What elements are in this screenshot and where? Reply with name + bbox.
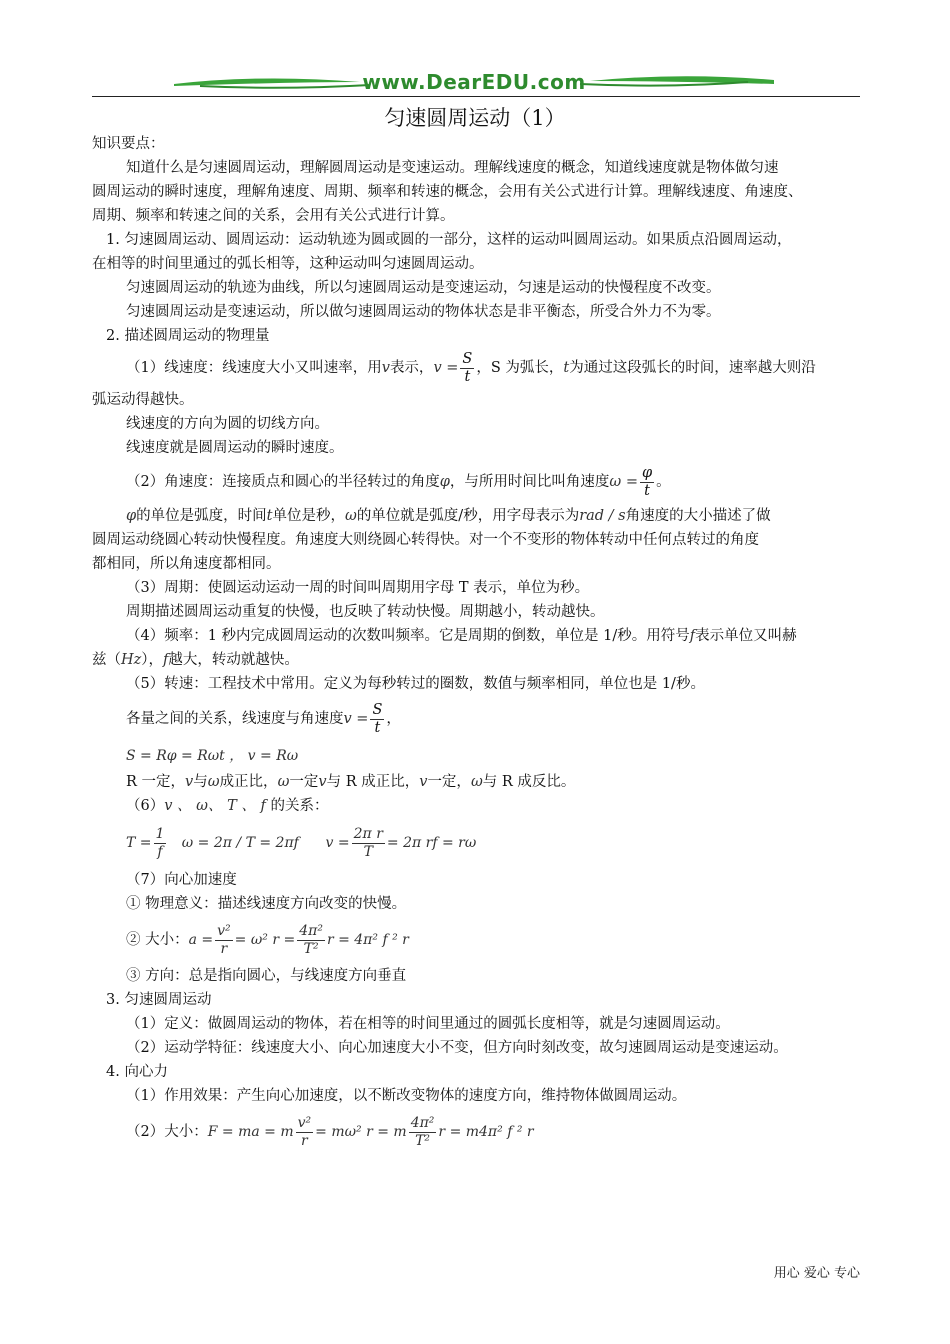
- text-line: 3. 匀速圆周运动: [106, 992, 212, 1008]
- formula-line: S = Rφ = Rωt ， v = Rω: [126, 748, 299, 764]
- logo-text: www.DearEDU.com: [362, 70, 586, 94]
- text-line: 周期描述圆周运动重复的快慢，也反映了转动快慢。周期越小，转动越快。: [126, 604, 605, 620]
- text-line: 在相等的时间里通过的弧长相等，这种运动叫匀速圆周运动。: [92, 256, 484, 272]
- text-line: R 一定，v与ω成正比，ω一定v与 R 成正比，v一定，ω与 R 成反比。: [126, 774, 576, 790]
- text-line: （2）运动学特征：线速度大小、向心加速度大小不变，但方向时刻改变，故匀速圆周运动是变速运动。: [126, 1040, 788, 1056]
- text-line: 兹（Hz），f越大，转动就越快。: [92, 652, 299, 668]
- text-line: （1）作用效果：产生向心加速度，以不断改变物体的速度方向，维持物体做圆周运动。: [126, 1088, 687, 1104]
- site-logo: [170, 68, 778, 98]
- document-body: [92, 132, 862, 1156]
- text-line: （7）向心加速度: [126, 872, 237, 888]
- text-line: 知识要点：: [92, 136, 165, 152]
- text-line: 线速度就是圆周运动的瞬时速度。: [126, 440, 344, 456]
- text-line: 都相同，所以角速度都相同。: [92, 556, 281, 572]
- text-line: （2）角速度：连接质点和圆心的半径转过的角度φ，与所用时间比叫角速度ω = $\frac{\varphi}{t}$ 。: [126, 464, 671, 499]
- text-line: 周期、频率和转速之间的关系，会用有关公式进行计算。: [92, 208, 455, 224]
- text-line: 4. 向心力: [106, 1064, 168, 1080]
- text-line: （6）v 、 ω、 T 、 f 的关系：: [126, 798, 329, 814]
- text-line: （4）频率：1 秒内完成圆周运动的次数叫频率。它是周期的倒数，单位是 1/秒。用符号f表示单位又叫赫: [126, 628, 797, 644]
- text-line: 匀速圆周运动是变速运动，所以做匀速圆周运动的物体状态是非平衡态，所受合外力不为零。: [126, 304, 721, 320]
- text-line: 圆周运动的瞬时速度，理解角速度、周期、频率和转速的概念，会用有关公式进行计算。理解线速度、角速度、: [92, 184, 803, 200]
- header-rule: [92, 96, 860, 97]
- text-line: 知道什么是匀速圆周运动，理解圆周运动是变速运动。理解线速度的概念，知道线速度就是物体做匀速: [126, 160, 779, 176]
- text-line: 匀速圆周运动的轨迹为曲线，所以匀速圆周运动是变速运动，匀速是运动的快慢程度不改变。: [126, 280, 721, 296]
- page-title: 匀速圆周运动（1）: [384, 106, 566, 130]
- text-line: （2）大小：F = ma = m $\frac{\text{v²}}{r}$ = mω² r = m $\frac{\text{4π²}}{\text{T²}}$ r = m4π² f ² r: [126, 1114, 534, 1149]
- text-line: ③ 方向：总是指向圆心，与线速度方向垂直: [126, 968, 407, 984]
- text-line: 线速度的方向为圆的切线方向。: [126, 416, 329, 432]
- formula-line: T = $\frac{1}{f}$ ω = 2π / T = 2πf v = $\frac{\text{2π r}}{T}$ = 2π rf = rω: [126, 825, 477, 860]
- text-line: （1）定义：做圆周运动的物体，若在相等的时间里通过的圆弧长度相等，就是匀速圆周运动。: [126, 1016, 730, 1032]
- text-line: ① 物理意义：描述线速度方向改变的快慢。: [126, 896, 407, 912]
- text-line: （3）周期：使圆运动运动一周的时间叫周期用字母 T 表示，单位为秒。: [126, 580, 590, 596]
- text-line: （5）转速：工程技术中常用。定义为每秒转过的圈数，数值与频率相同，单位也是 1/秒。: [126, 676, 705, 692]
- text-line: 圆周运动绕圆心转动快慢程度。角速度大则绕圆心转得快。对一个不变形的物体转动中任何点转过的角度: [92, 532, 759, 548]
- text-line: 1. 匀速圆周运动、圆周运动：运动轨迹为圆或圆的一部分，这样的运动叫圆周运动。如果质点沿圆周运动，: [106, 232, 792, 248]
- text-line: φ的单位是弧度，时间t单位是秒，ω的单位就是弧度/秒，用字母表示为rad / s角速度的大小描述了做: [126, 508, 771, 524]
- text-line: ② 大小：a = $\frac{\text{v²}}{r}$ = ω² r = $\frac{\text{4π²}}{\text{T²}}$ r = 4π² f ² r: [126, 922, 409, 957]
- text-line: （1）线速度：线速度大小又叫速率，用v表示，v = $\frac{S}{t}$ ，S 为弧长，t为通过这段弧长的时间，速率越大则沿: [126, 350, 816, 385]
- text-line: 2. 描述圆周运动的物理量: [106, 328, 270, 344]
- page-footer: 用心 爱心 专心: [773, 1266, 860, 1281]
- text-line: 弧运动得越快。: [92, 392, 194, 408]
- text-line: 各量之间的关系，线速度与角速度v = $\frac{S}{t}$ ，: [126, 701, 401, 736]
